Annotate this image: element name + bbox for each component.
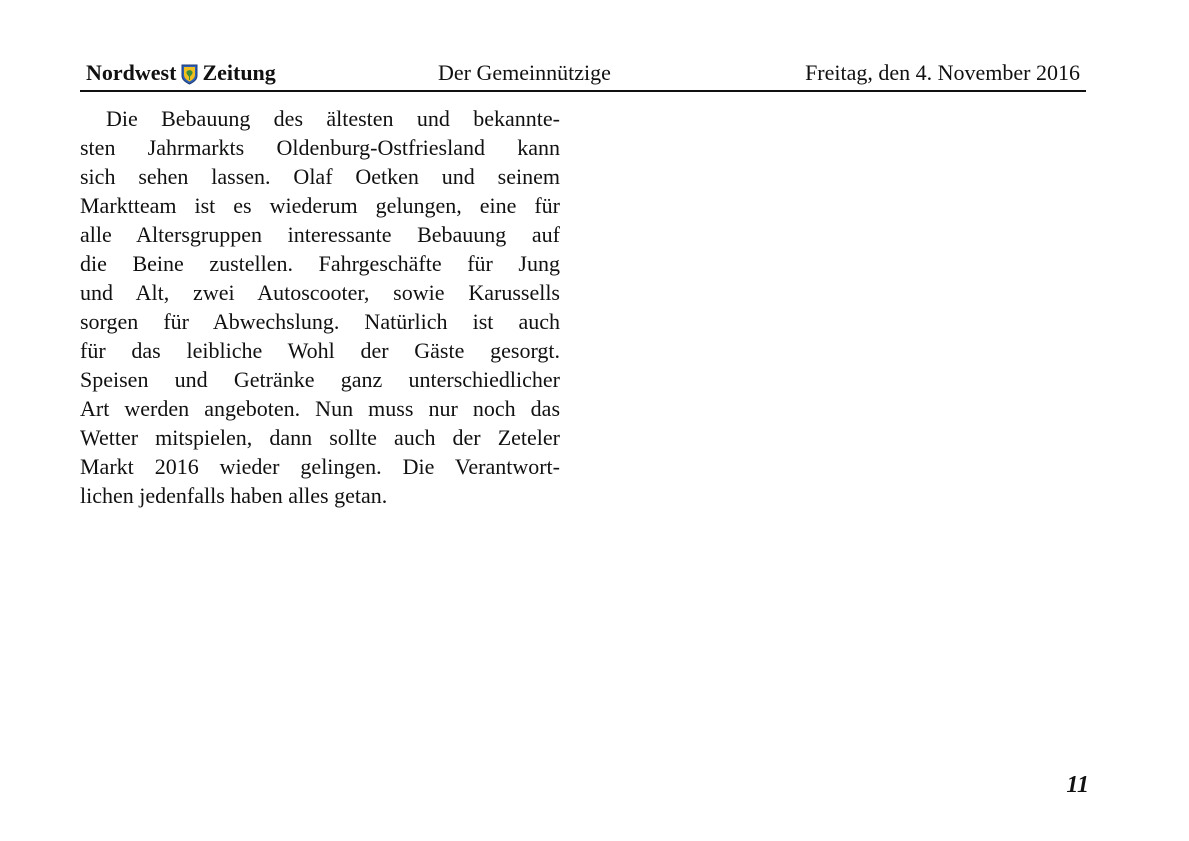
article-line: Die Bebauung des ältesten und bekannte- [106, 106, 560, 131]
brand-name-left: Nordwest [86, 60, 177, 85]
article-line: alle Altersgruppen interessante Bebauung auf [80, 222, 560, 247]
page-number: 11 [1066, 772, 1089, 798]
brand-name-right: Zeitung [202, 60, 276, 85]
article-body [80, 104, 560, 510]
article-line: sorgen für Abwechslung. Natürlich ist auch [80, 309, 560, 334]
crest-icon [181, 64, 198, 85]
header-divider [80, 90, 1086, 92]
newspaper-brand [86, 58, 276, 88]
article-line: sich sehen lassen. Olaf Oetken und seinem [80, 164, 560, 189]
article-line: Speisen und Getränke ganz unterschiedlicher [80, 367, 560, 392]
page-header [86, 58, 1086, 88]
article-line: Wetter mitspielen, dann sollte auch der Zeteler [80, 425, 560, 450]
article-line: lichen jedenfalls haben alles getan. [80, 483, 388, 508]
supplement-title: Der Gemeinnützige [438, 60, 611, 85]
article-line: Art werden angeboten. Nun muss nur noch das [80, 396, 560, 421]
article-line: sten Jahrmarkts Oldenburg-Ostfriesland kann [80, 135, 560, 160]
article-line: und Alt, zwei Autoscooter, sowie Karussells [80, 280, 560, 305]
article-line: Marktteam ist es wiederum gelungen, eine für [80, 193, 560, 218]
article-line: Markt 2016 wieder gelingen. Die Verantwort- [80, 454, 560, 479]
issue-date: Freitag, den 4. November 2016 [805, 60, 1080, 85]
article-line: für das leibliche Wohl der Gäste gesorgt. [80, 338, 560, 363]
article-line: die Beine zustellen. Fahrgeschäfte für Jung [80, 251, 560, 276]
